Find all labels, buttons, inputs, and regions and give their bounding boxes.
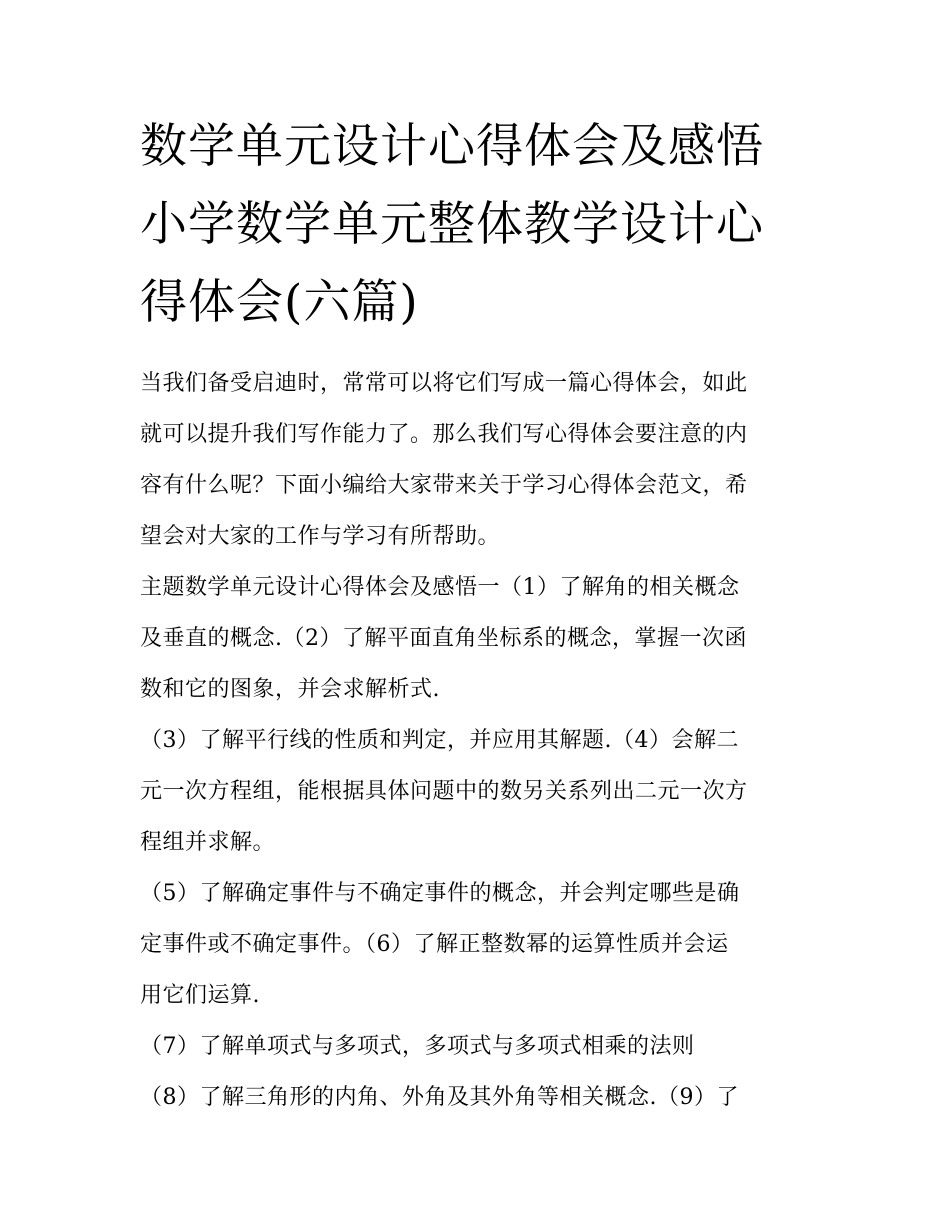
body-paragraph: [140, 868, 820, 1021]
paragraph-line: 数和它的图象，并会求解析式.: [140, 677, 440, 702]
body-paragraph: [140, 1021, 820, 1072]
paragraph-line: 用它们运算.: [140, 983, 260, 1008]
title-line: 小学数学单元整体教学设计心: [140, 197, 764, 252]
intro-paragraph: [140, 358, 820, 562]
paragraph-line: （3）了解平行线的性质和判定，并应用其解题.（4）会解二: [140, 728, 739, 753]
paragraph-line: 元一次方程组，能根据具体问题中的数另关系列出二元一次方: [140, 779, 748, 804]
paragraph-line: 当我们备受启迪时，常常可以将它们写成一篇心得体会，如此: [140, 371, 748, 396]
paragraph-line: 望会对大家的工作与学习有所帮助。: [140, 524, 501, 549]
paragraph-line: 就可以提升我们写作能力了。那么我们写心得体会要注意的内: [140, 422, 748, 447]
title-line: 得体会(六篇): [140, 275, 419, 330]
title-line: 数学单元设计心得体会及感悟: [140, 119, 764, 174]
document-content: [140, 108, 820, 1123]
paragraph-line: 主题数学单元设计心得体会及感悟一（1）了解角的相关概念: [140, 575, 740, 600]
paragraph-line: 及垂直的概念.（2）了解平面直角坐标系的概念，掌握一次函: [140, 626, 747, 651]
paragraph-line: （7）了解单项式与多项式，多项式与多项式相乘的法则: [140, 1034, 695, 1059]
paragraph-line: 容有什么呢？下面小编给大家带来关于学习心得体会范文，希: [140, 473, 748, 498]
paragraph-line: 程组并求解。: [140, 830, 276, 855]
paragraph-line: 定事件或不确定事件。（6）了解正整数幂的运算性质并会运: [140, 932, 729, 957]
body-paragraph: [140, 562, 820, 715]
body-paragraph: [140, 1072, 820, 1123]
body-paragraph: [140, 715, 820, 868]
document-title: [140, 108, 820, 342]
paragraph-line: （8）了解三角形的内角、外角及其外角等相关概念.（9）了: [140, 1085, 739, 1110]
paragraph-line: （5）了解确定事件与不确定事件的概念，并会判定哪些是确: [140, 881, 740, 906]
